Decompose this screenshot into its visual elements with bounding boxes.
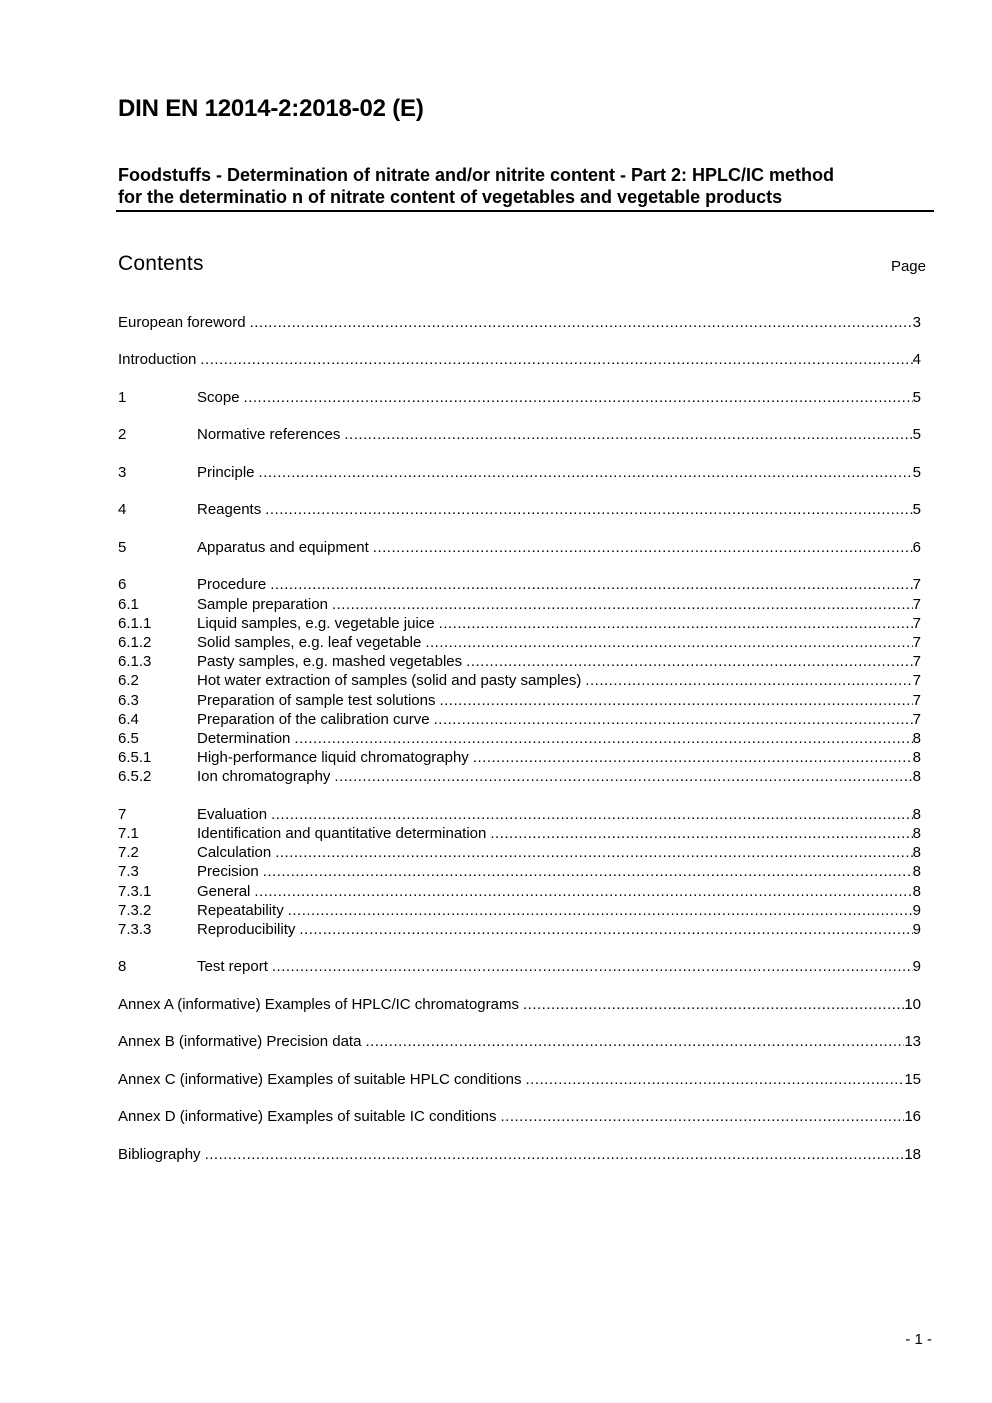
toc-dot-leader <box>373 538 913 557</box>
toc-dot-leader <box>272 957 913 976</box>
toc-entry-page: 7 <box>912 633 921 651</box>
toc-entry[interactable] <box>118 463 921 482</box>
toc-entry-page: 9 <box>912 920 921 938</box>
toc-group <box>118 957 921 976</box>
toc-dot-leader <box>250 313 913 332</box>
toc-entry-page: 16 <box>904 1108 921 1126</box>
toc-entry-title: Precision <box>197 863 259 881</box>
toc-entry[interactable] <box>118 425 921 444</box>
document-subtitle <box>118 164 934 208</box>
toc-group <box>118 463 921 482</box>
toc-entry-number: 8 <box>118 958 127 976</box>
toc-entry-title: Principle <box>197 463 255 481</box>
toc-group <box>118 388 921 407</box>
toc-entry-page: 3 <box>912 314 921 331</box>
toc-group <box>118 1032 921 1051</box>
toc-entry-number: 6.1.1 <box>118 614 152 632</box>
toc-dot-leader <box>294 729 912 748</box>
toc-entry[interactable] <box>118 1032 921 1051</box>
toc-entry-title: Calculation <box>197 844 272 862</box>
toc-dot-leader <box>490 824 912 843</box>
toc-entry[interactable] <box>118 748 921 767</box>
toc-entry[interactable] <box>118 824 921 843</box>
toc-entry-number: 6.1.3 <box>118 653 152 671</box>
toc-entry[interactable] <box>118 920 921 939</box>
toc-group <box>118 313 921 332</box>
toc-dot-leader <box>270 575 912 594</box>
toc-entry[interactable] <box>118 538 921 557</box>
toc-entry-title: Test report <box>197 958 268 976</box>
toc-entry-page: 7 <box>912 576 921 594</box>
subtitle-line-2: for the determinatio n of nitrate content of vegetables and vegetable products <box>118 187 783 207</box>
toc-group <box>118 538 921 557</box>
toc-entry-page: 7 <box>912 710 921 728</box>
toc-entry[interactable] <box>118 652 921 671</box>
toc-dot-leader <box>473 748 913 767</box>
toc-entry[interactable] <box>118 633 921 652</box>
toc-entry-title: General <box>197 882 251 900</box>
toc-entry-title: Procedure <box>197 576 267 594</box>
toc-entry-number: 6 <box>118 576 127 594</box>
page-column-heading: Page <box>890 258 926 275</box>
toc-entry-page: 7 <box>912 595 921 613</box>
toc-entry-number: 3 <box>118 463 127 481</box>
toc-entry-title: Evaluation <box>197 805 268 823</box>
toc-dot-leader <box>526 1070 905 1089</box>
contents-heading: Contents <box>118 252 204 275</box>
toc-entry-title: Liquid samples, e.g. vegetable juice <box>197 614 435 632</box>
toc-dot-leader <box>254 882 912 901</box>
toc-entry-page: 13 <box>904 1033 921 1051</box>
toc-dot-leader <box>501 1107 905 1126</box>
toc-entry-title: Preparation of the calibration curve <box>197 710 430 728</box>
toc-entry-page: 8 <box>912 768 921 786</box>
toc-entry-number: 7.1 <box>118 824 139 842</box>
toc-dot-leader <box>523 995 904 1014</box>
toc-entry[interactable] <box>118 1107 921 1126</box>
toc-entry-page: 8 <box>912 882 921 900</box>
toc-entry-page: 8 <box>912 844 921 862</box>
toc-entry-number: 7.2 <box>118 844 139 862</box>
toc-entry-page: 4 <box>912 351 921 369</box>
toc-entry-title: Annex B (informative) Precision data <box>118 1033 362 1051</box>
toc-entry[interactable] <box>118 388 921 407</box>
toc-group <box>118 1107 921 1126</box>
toc-entry-page: 8 <box>912 824 921 842</box>
toc-entry-number: 7 <box>118 805 127 823</box>
toc-dot-leader <box>275 843 912 862</box>
toc-entry-number: 5 <box>118 538 127 556</box>
toc-entry-number: 7.3.3 <box>118 920 152 938</box>
toc-dot-leader <box>439 614 913 633</box>
toc-entry-title: Pasty samples, e.g. mashed vegetables <box>197 653 463 671</box>
toc-entry-page: 6 <box>912 538 921 556</box>
toc-entry-title: Annex D (informative) Examples of suitable IC conditions <box>118 1108 497 1126</box>
toc-entry-number: 7.3 <box>118 863 139 881</box>
toc-entry-page: 7 <box>912 614 921 632</box>
toc-dot-leader <box>271 805 913 824</box>
toc-entry-title: Annex A (informative) Examples of HPLC/IC chromatograms <box>118 995 519 1013</box>
toc-entry-title: Reproducibility <box>197 920 296 938</box>
toc-group <box>118 1145 921 1164</box>
toc-entry[interactable] <box>118 767 921 786</box>
toc-entry[interactable] <box>118 995 921 1014</box>
toc-dot-leader <box>439 691 912 710</box>
toc-entry-number: 6.2 <box>118 672 139 690</box>
subtitle-line-1: Foodstuffs - Determination of nitrate and/or nitrite content - Part 2: HPLC/IC method <box>118 165 835 185</box>
toc-entry[interactable] <box>118 805 921 824</box>
toc-entry-number: 6.5.1 <box>118 749 152 767</box>
toc-entry-title: Ion chromatography <box>197 768 331 786</box>
toc-entry-number: 2 <box>118 426 127 444</box>
toc-entry-number: 6.4 <box>118 710 139 728</box>
toc-dot-leader <box>263 862 913 881</box>
toc-entry[interactable] <box>118 862 921 881</box>
toc-dot-leader <box>334 767 912 786</box>
toc-entry-title: Hot water extraction of samples (solid and pasty samples) <box>197 672 582 690</box>
toc-entry-title: Sample preparation <box>197 595 328 613</box>
toc-entry-number: 6.1.2 <box>118 633 152 651</box>
toc-group <box>118 350 921 369</box>
toc-entry-title: Apparatus and equipment <box>197 538 369 556</box>
toc-entry-page: 8 <box>912 729 921 747</box>
toc-group <box>118 575 921 786</box>
toc-entry[interactable] <box>118 1070 921 1089</box>
toc-dot-leader <box>585 671 912 690</box>
toc-entry-title: Annex C (informative) Examples of suitable HPLC conditions <box>118 1070 522 1088</box>
toc-entry-page: 7 <box>912 691 921 709</box>
toc-entry-number: 6.1 <box>118 595 139 613</box>
document-id-title: DIN EN 12014-2:2018-02 (E) <box>118 95 424 122</box>
toc-entry[interactable] <box>118 500 921 519</box>
toc-entry-page: 5 <box>912 388 921 406</box>
toc-entry-number: 4 <box>118 501 127 519</box>
toc-entry-title: Bibliography <box>118 1145 201 1163</box>
toc-entry-page: 9 <box>912 958 921 976</box>
toc-group <box>118 1070 921 1089</box>
toc-dot-leader <box>259 463 913 482</box>
toc-entry-page: 9 <box>912 901 921 919</box>
toc-group <box>118 995 921 1014</box>
toc-entry[interactable] <box>118 691 921 710</box>
toc-entry-page: 8 <box>912 805 921 823</box>
subtitle-underline-divider <box>116 210 934 212</box>
toc-entry-page: 18 <box>904 1145 921 1163</box>
toc-entry-title: European foreword <box>118 314 246 331</box>
toc-entry-number: 6.3 <box>118 691 139 709</box>
toc-entry-page: 5 <box>912 501 921 519</box>
toc-entry-page: 10 <box>904 995 921 1013</box>
toc-entry-page: 7 <box>912 672 921 690</box>
toc-entry-page: 8 <box>912 749 921 767</box>
toc-dot-leader <box>434 710 913 729</box>
toc-dot-leader <box>299 920 912 939</box>
toc-entry-title: Determination <box>197 729 291 747</box>
toc-entry-title: Introduction <box>118 351 197 369</box>
toc-entry[interactable] <box>118 1145 921 1164</box>
toc-entry[interactable] <box>118 313 921 332</box>
toc-dot-leader <box>265 500 912 519</box>
toc-entry-title: Repeatability <box>197 901 284 919</box>
toc-entry[interactable] <box>118 614 921 633</box>
toc-entry-number: 7.3.2 <box>118 901 152 919</box>
toc-entry-number: 7.3.1 <box>118 882 152 900</box>
toc-entry[interactable] <box>118 729 921 748</box>
toc-entry[interactable] <box>118 595 921 614</box>
toc-entry-title: Reagents <box>197 501 262 519</box>
toc-dot-leader <box>244 388 913 407</box>
toc-dot-leader <box>332 595 913 614</box>
toc-group <box>118 500 921 519</box>
toc-entry[interactable] <box>118 843 921 862</box>
toc-entry-number: 6.5 <box>118 729 139 747</box>
toc-entry-title: Normative references <box>197 426 341 444</box>
toc-entry-title: Preparation of sample test solutions <box>197 691 436 709</box>
table-of-contents <box>118 313 921 1182</box>
toc-entry-page: 15 <box>904 1070 921 1088</box>
toc-entry-number: 6.5.2 <box>118 768 152 786</box>
toc-entry[interactable] <box>118 350 921 369</box>
toc-entry[interactable] <box>118 671 921 690</box>
toc-entry[interactable] <box>118 901 921 920</box>
toc-entry[interactable] <box>118 957 921 976</box>
footer-page-number: - 1 - <box>905 1331 932 1348</box>
toc-dot-leader <box>344 425 912 444</box>
toc-group <box>118 805 921 939</box>
toc-entry[interactable] <box>118 710 921 729</box>
toc-entry-title: High-performance liquid chromatography <box>197 749 469 767</box>
toc-group <box>118 425 921 444</box>
toc-entry-title: Identification and quantitative determination <box>197 824 487 842</box>
toc-dot-leader <box>365 1032 904 1051</box>
toc-dot-leader <box>425 633 912 652</box>
toc-dot-leader <box>200 350 912 369</box>
toc-entry-title: Solid samples, e.g. leaf vegetable <box>197 633 422 651</box>
toc-entry-page: 5 <box>912 463 921 481</box>
toc-entry-page: 7 <box>912 653 921 671</box>
toc-entry-page: 5 <box>912 426 921 444</box>
toc-entry-title: Scope <box>197 388 240 406</box>
toc-dot-leader <box>466 652 913 671</box>
toc-dot-leader <box>205 1145 905 1164</box>
toc-dot-leader <box>288 901 913 920</box>
toc-entry-number: 1 <box>118 388 127 406</box>
toc-entry[interactable] <box>118 882 921 901</box>
toc-entry-page: 8 <box>912 863 921 881</box>
toc-entry[interactable] <box>118 575 921 594</box>
